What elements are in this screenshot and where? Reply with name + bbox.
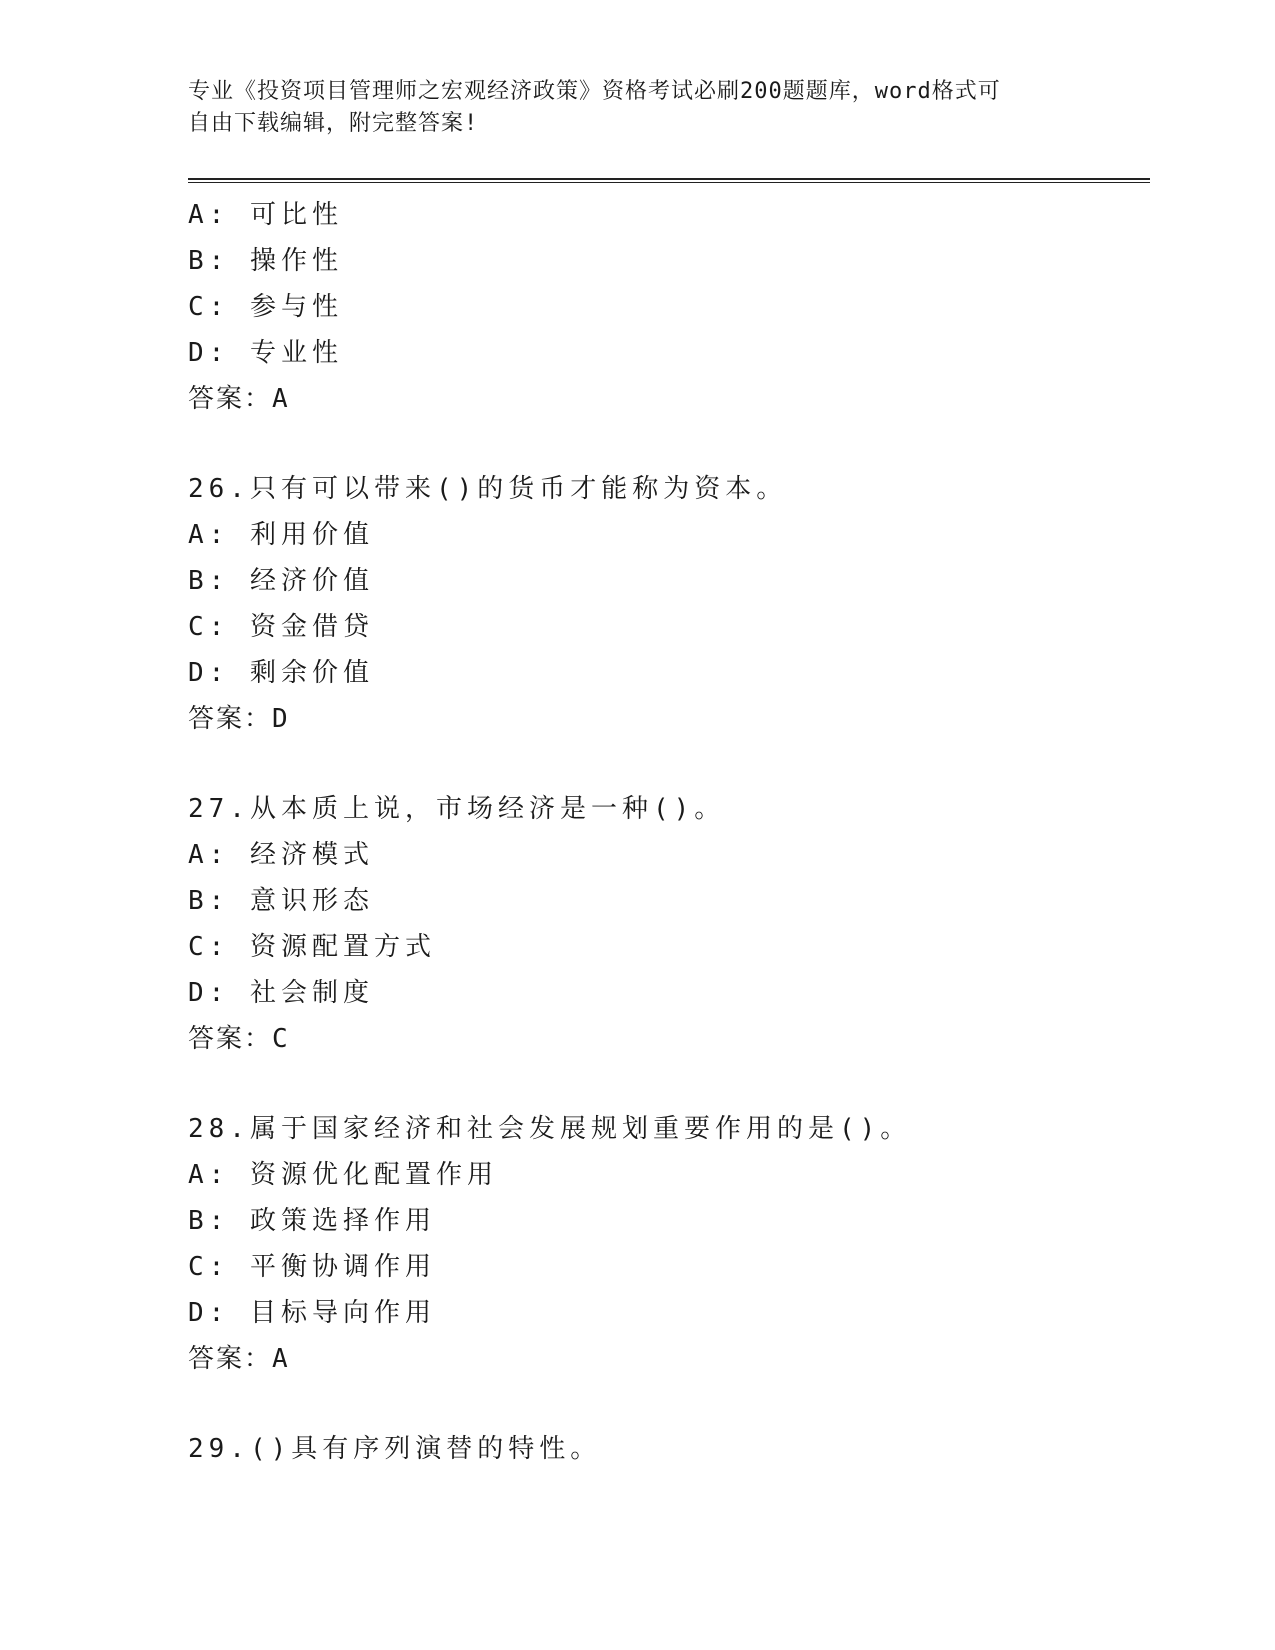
- option-b: B: 经济价值: [188, 566, 374, 596]
- answer-label: 答案：: [188, 384, 273, 414]
- question-text: 26.只有可以带来()的货币才能称为资本。: [188, 474, 788, 504]
- question-block-25: [188, 192, 1148, 422]
- option-a: A: 可比性: [188, 200, 343, 230]
- option-d: D: 目标导向作用: [188, 1298, 436, 1328]
- question-block-29: [188, 1426, 1148, 1472]
- answer-value: A: [272, 384, 290, 414]
- option-d: D: 专业性: [188, 338, 343, 368]
- answer-label: 答案：: [188, 704, 273, 734]
- option-d: D: 社会制度: [188, 978, 374, 1008]
- option-c: C: 资源配置方式: [188, 932, 436, 962]
- question-text: 28.属于国家经济和社会发展规划重要作用的是()。: [188, 1114, 912, 1144]
- document-header: [188, 76, 1088, 140]
- answer-value: D: [272, 704, 290, 734]
- question-block-27: [188, 786, 1148, 1062]
- answer-label: 答案：: [188, 1344, 273, 1374]
- question-text: 29.()具有序列演替的特性。: [188, 1434, 602, 1464]
- option-b: B: 操作性: [188, 246, 343, 276]
- answer-value: C: [272, 1024, 290, 1054]
- option-a: A: 经济模式: [188, 840, 374, 870]
- option-a: A: 资源优化配置作用: [188, 1160, 498, 1190]
- option-b: B: 意识形态: [188, 886, 374, 916]
- question-text: 27.从本质上说，市场经济是一种()。: [188, 794, 726, 824]
- header-line-2: 自由下载编辑，附完整答案!: [188, 111, 479, 136]
- answer-line: [188, 1336, 1148, 1382]
- option-d: D: 剩余价值: [188, 658, 374, 688]
- answer-label: 答案：: [188, 1024, 273, 1054]
- header-line-1: 专业《投资项目管理师之宏观经济政策》资格考试必刷200题题库，word格式可: [188, 79, 1001, 104]
- option-c: C: 资金借贷: [188, 612, 374, 642]
- question-block-26: [188, 466, 1148, 742]
- answer-line: [188, 376, 1148, 422]
- question-list: [188, 192, 1148, 1472]
- answer-value: A: [272, 1344, 290, 1374]
- option-b: B: 政策选择作用: [188, 1206, 436, 1236]
- option-c: C: 平衡协调作用: [188, 1252, 436, 1282]
- question-block-28: [188, 1106, 1148, 1382]
- option-c: C: 参与性: [188, 292, 343, 322]
- option-a: A: 利用价值: [188, 520, 374, 550]
- answer-line: [188, 696, 1148, 742]
- header-divider: [188, 178, 1150, 183]
- answer-line: [188, 1016, 1148, 1062]
